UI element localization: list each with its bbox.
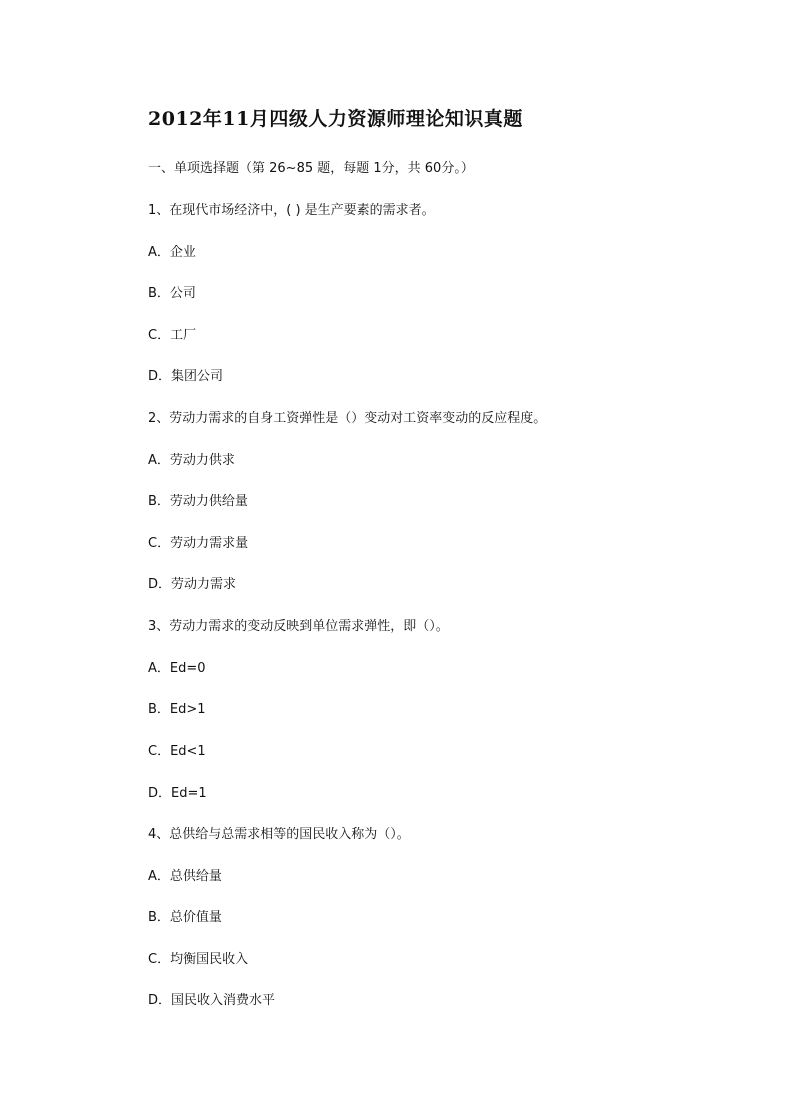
option-3b: B．Ed>1 bbox=[148, 702, 206, 717]
question-stem-1: 1、在现代市场经济中，( ) 是生产要素的需求者。 bbox=[148, 203, 435, 218]
option-4c: C．均衡国民收入 bbox=[148, 952, 249, 967]
option-1c: C．工厂 bbox=[148, 328, 197, 343]
document-title: 2012年11月四级人力资源师理论知识真题 bbox=[148, 108, 523, 130]
option-1b: B．公司 bbox=[148, 286, 196, 301]
option-4d: D．国民收入消费水平 bbox=[148, 993, 276, 1008]
option-3a: A．Ed=0 bbox=[148, 661, 206, 676]
option-2d: D．劳动力需求 bbox=[148, 577, 237, 592]
question-stem-2: 2、劳动力需求的自身工资弹性是（）变动对工资率变动的反应程度。 bbox=[148, 411, 547, 426]
question-stem-3: 3、劳动力需求的变动反映到单位需求弹性，即（）。 bbox=[148, 619, 449, 634]
option-2a: A．劳动力供求 bbox=[148, 453, 235, 468]
option-1d: D．集团公司 bbox=[148, 369, 224, 384]
option-4b: B．总价值量 bbox=[148, 910, 222, 925]
question-stem-4: 4、总供给与总需求相等的国民收入称为（）。 bbox=[148, 827, 410, 842]
option-3d: D．Ed=1 bbox=[148, 786, 207, 801]
option-2c: C．劳动力需求量 bbox=[148, 536, 249, 551]
section-heading: 一、单项选择题（第 26~85 题，每题 1分，共 60分。） bbox=[148, 161, 474, 176]
option-4a: A．总供给量 bbox=[148, 869, 222, 884]
option-2b: B．劳动力供给量 bbox=[148, 494, 248, 509]
option-1a: A．企业 bbox=[148, 245, 196, 260]
option-3c: C．Ed<1 bbox=[148, 744, 206, 759]
